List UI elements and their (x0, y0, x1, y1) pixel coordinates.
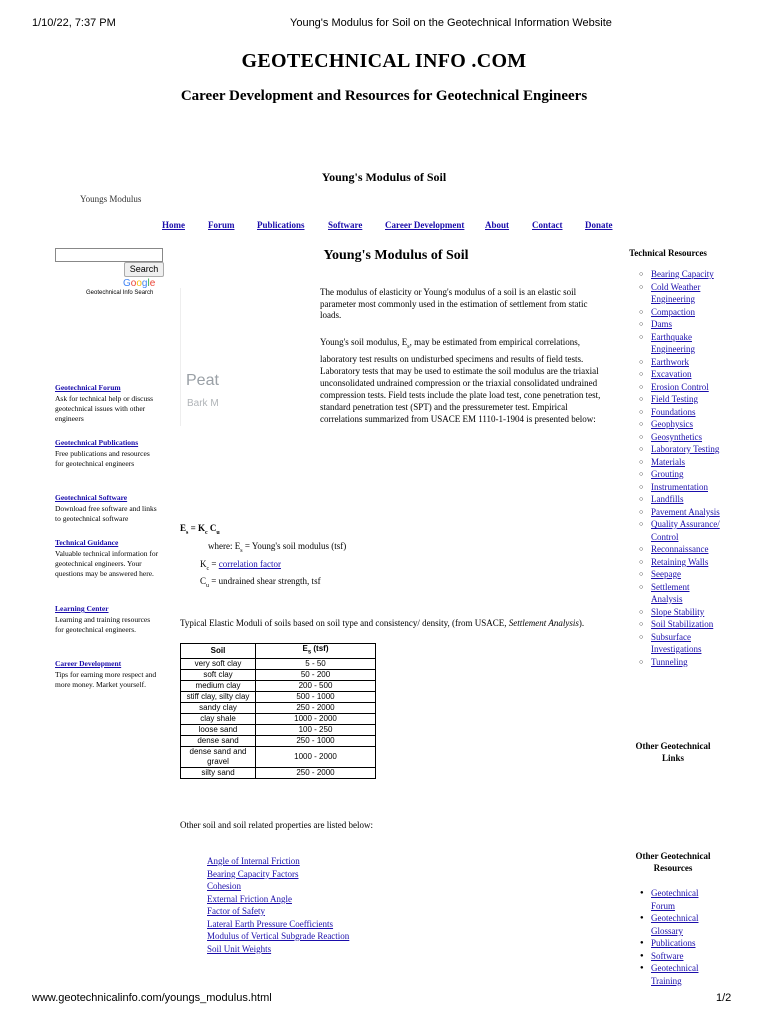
tech-resource-link[interactable]: Tunneling (651, 656, 688, 667)
sidebar-link-forum[interactable]: Geotechnical Forum (55, 383, 121, 392)
intro-paragraph: The modulus of elasticity or Young's modulus of a soil is an elastic soil parameter most commonly used in the estimation of settlement from static loads. (320, 287, 588, 320)
tech-resource-link[interactable]: Cold Weather Engineering (651, 281, 701, 304)
table-row (181, 680, 376, 691)
table-header-soil: Soil (181, 644, 256, 659)
tech-resource-item (622, 518, 722, 543)
other-resource-link[interactable]: Geotechnical Training (651, 963, 699, 986)
breadcrumb: Youngs Modulus (80, 194, 142, 204)
other-resource-item (622, 912, 722, 937)
tech-resource-item (622, 443, 722, 456)
print-page-title: Young's Modulus for Soil on the Geotechnical Information Website (290, 17, 612, 29)
sidebar-text: Valuable technical information for geotechnical engineers. Your questions may be answered here. (55, 549, 159, 578)
print-date: 1/10/22, 7:37 PM (32, 17, 116, 29)
search-caption: Geotechnical Info Search (86, 290, 154, 296)
soil-type-cell: medium clay (181, 680, 256, 691)
print-page-number: 1/2 (716, 992, 732, 1004)
other-resource-link[interactable]: Publications (651, 938, 696, 948)
tech-resource-item (622, 418, 722, 431)
tech-resource-item (622, 543, 722, 556)
soil-type-cell: clay shale (181, 713, 256, 724)
tech-resource-item (622, 318, 722, 331)
nav-home[interactable]: Home (162, 220, 185, 230)
modulus-cell: 200 - 500 (256, 680, 376, 691)
google-logo: Google (123, 278, 156, 289)
modulus-cell: 250 - 2000 (256, 767, 376, 778)
tech-resource-link[interactable]: Geophysics (651, 419, 693, 429)
table-row (181, 658, 376, 669)
tech-resource-item (622, 331, 722, 356)
table-intro: Typical Elastic Moduli of soils based on soil type and consistency/ density, (from USACE, Settlement Analysis). (180, 618, 585, 628)
formula-kc: $K_c$ = correlation factor (200, 558, 281, 572)
tech-resource-link[interactable]: Subsurface Investigations (651, 631, 702, 654)
tech-resource-link[interactable]: Landfills (651, 494, 684, 504)
other-resource-link[interactable]: Software (651, 950, 684, 961)
tech-resource-item (622, 656, 722, 669)
formula-cu: $C_u$ = undrained shear strength, tsf (200, 576, 321, 590)
tech-resource-item (622, 581, 722, 606)
link-bearing-capacity-factors[interactable]: Bearing Capacity Factors (207, 868, 299, 879)
tech-resource-link[interactable]: Seepage (651, 569, 681, 579)
other-resource-item (622, 887, 722, 912)
table-row (181, 669, 376, 680)
table-row (181, 691, 376, 702)
other-resource-link[interactable]: Geotechnical Forum (651, 888, 699, 911)
tech-resource-link[interactable]: Soil Stabilization (651, 619, 714, 629)
nav-about[interactable]: About (485, 220, 510, 230)
tech-resource-link[interactable]: Geosynthetics (651, 431, 702, 442)
ad-subtext[interactable]: Bark M (187, 398, 219, 409)
sidebar-text: Download free software and links to geotechnical software (55, 504, 157, 523)
nav-contact[interactable]: Contact (532, 220, 563, 230)
sidebar-link-career[interactable]: Career Development (55, 659, 122, 668)
table-header-row (181, 644, 376, 659)
other-links-title: Other Geotechnical Links (635, 741, 711, 763)
table-row (181, 767, 376, 778)
tech-resource-item (622, 468, 722, 481)
tech-resource-item (622, 568, 722, 581)
other-resources-title: Other Geotechnical Resources (635, 851, 711, 873)
tech-resource-link[interactable]: Materials (651, 456, 685, 467)
sidebar-block-career (55, 659, 160, 690)
tech-resource-item (622, 618, 722, 631)
tech-resource-item (622, 506, 722, 519)
tech-resource-link[interactable]: Erosion Control (651, 381, 709, 392)
soil-type-cell: sandy clay (181, 702, 256, 713)
link-external-friction-angle[interactable]: External Friction Angle (207, 893, 292, 904)
correlation-factor-link[interactable]: correlation factor (218, 558, 281, 569)
other-resource-item (622, 937, 722, 950)
section-heading: Young's Modulus of Soil (321, 170, 447, 184)
nav-donate[interactable]: Donate (585, 220, 613, 230)
tech-resource-item (622, 281, 722, 306)
tech-resource-link[interactable]: Earthquake Engineering (651, 331, 695, 354)
tech-resource-link[interactable]: Compaction (651, 306, 695, 317)
technical-resources-title: Technical Resources (629, 248, 707, 258)
tech-resource-link[interactable]: Quality Assurance/ Control (651, 519, 720, 542)
tech-resource-link[interactable]: Dams (651, 319, 672, 329)
tech-resource-item (622, 306, 722, 319)
soil-type-cell: dense sand and gravel (181, 746, 256, 767)
tech-resource-item (622, 406, 722, 419)
tech-resource-link[interactable]: Bearing Capacity (651, 269, 714, 279)
tech-resource-item (622, 431, 722, 444)
soil-type-cell: loose sand (181, 724, 256, 735)
table-row (181, 746, 376, 767)
soil-type-cell: soft clay (181, 669, 256, 680)
tech-resource-item (622, 606, 722, 619)
other-properties-text: Other soil and soil related properties are listed below: (180, 820, 373, 830)
soil-type-cell: dense sand (181, 735, 256, 746)
tech-resource-link[interactable]: Laboratory Testing (651, 444, 720, 454)
tech-resource-link[interactable]: Reconnaissance (651, 544, 709, 554)
sidebar-link-guidance[interactable]: Technical Guidance (55, 538, 119, 547)
tech-resource-item (622, 368, 722, 381)
tech-resource-link[interactable]: Grouting (651, 469, 684, 479)
link-factor-of-safety[interactable]: Factor of Safety (207, 906, 265, 916)
table-row (181, 724, 376, 735)
tech-resource-item (622, 631, 722, 656)
tech-resource-link[interactable]: Slope Stability (651, 606, 705, 617)
modulus-cell: 250 - 1000 (256, 735, 376, 746)
tech-resource-item (622, 356, 722, 369)
site-title: GEOTECHNICAL INFO .COM (241, 50, 527, 72)
soil-type-cell: silty sand (181, 767, 256, 778)
link-lateral-earth-pressure[interactable]: Lateral Earth Pressure Coefficients (207, 918, 334, 929)
tech-resource-item (622, 481, 722, 494)
other-resource-item (622, 950, 722, 963)
tech-resource-link[interactable]: Instrumentation (651, 481, 708, 492)
tech-resource-item (622, 493, 722, 506)
sidebar-link-publications[interactable]: Geotechnical Publications (55, 438, 139, 447)
tech-resource-link[interactable]: Pavement Analysis (651, 506, 720, 517)
modulus-cell: 1000 - 2000 (256, 746, 376, 767)
sidebar-text: Free publications and resources for geotechnical engineers (55, 449, 150, 468)
sidebar-link-learning[interactable]: Learning Center (55, 604, 109, 613)
nav-software[interactable]: Software (328, 220, 363, 230)
sidebar-text: Learning and training resources for geotechnical engineers. (55, 615, 151, 634)
tech-resource-link[interactable]: Field Testing (651, 394, 698, 404)
tech-resource-item (622, 556, 722, 569)
sidebar-text: Ask for technical help or discuss geotechnical issues with other engineers (55, 394, 154, 423)
properties-link-list (207, 855, 349, 955)
tech-resource-item (622, 456, 722, 469)
formula-where: where: $E_s$ = Young's soil modulus (tsf) (208, 540, 347, 554)
nav-forum[interactable]: Forum (208, 220, 235, 230)
soil-type-cell: stiff clay, silty clay (181, 691, 256, 702)
sidebar-block-learning (55, 604, 160, 635)
elastic-moduli-table (180, 643, 376, 779)
table-header-es: $E_s$ (tsf) (256, 644, 376, 659)
tech-resource-item (622, 393, 722, 406)
link-angle-of-internal-friction[interactable]: Angle of Internal Friction (207, 856, 300, 866)
tech-resource-link[interactable]: Earthwork (651, 356, 689, 367)
modulus-paragraph: Young's soil modulus, $E_s$, may be estimated from empirical correlations, laboratory test results on undisturbed specimens and results of field tests. Laboratory tests that may be used to estimate the soil modulus are the triaxial unconsolidated undrained compression or the triaxial consolidated undrained compression tests. Field tests include the plate load test, cone penetration test, standard penetration test (SPT) and the pressuremeter test. Empirical correlations summarized from USACE EM 1110-1-1904 is presented below: (320, 337, 601, 424)
table-row (181, 713, 376, 724)
site-subtitle: Career Development and Resources for Geotechnical Engineers (180, 88, 588, 104)
sidebar-block-publications (55, 438, 160, 469)
other-resources-list (622, 887, 722, 987)
search-button[interactable]: Search (124, 262, 164, 277)
soil-type-cell: very soft clay (181, 658, 256, 669)
nav-publications[interactable]: Publications (257, 220, 305, 230)
other-resource-link[interactable]: Geotechnical Glossary (651, 913, 699, 936)
search-input[interactable] (55, 248, 163, 262)
link-cohesion[interactable]: Cohesion (207, 881, 242, 891)
link-modulus-subgrade-reaction[interactable]: Modulus of Vertical Subgrade Reaction (207, 931, 350, 941)
tech-resource-item (622, 268, 722, 281)
table-row (181, 702, 376, 713)
print-url: www.geotechnicalinfo.com/youngs_modulus.html (32, 992, 272, 1004)
sidebar-block-software (55, 493, 160, 524)
tech-resource-link[interactable]: Excavation (651, 369, 692, 379)
sidebar-text: Tips for earning more respect and more money. Market yourself. (55, 670, 157, 689)
modulus-cell: 50 - 200 (256, 669, 376, 680)
modulus-cell: 5 - 50 (256, 658, 376, 669)
nav-career-development[interactable]: Career Development (385, 220, 465, 230)
main-title: Young's Modulus of Soil (323, 248, 469, 263)
sidebar-link-software[interactable]: Geotechnical Software (55, 493, 128, 502)
modulus-cell: 250 - 2000 (256, 702, 376, 713)
tech-resource-link[interactable]: Foundations (651, 406, 696, 417)
technical-resources-list (622, 268, 722, 668)
modulus-cell: 500 - 1000 (256, 691, 376, 702)
tech-resource-link[interactable]: Settlement Analysis (651, 581, 690, 604)
table-row (181, 735, 376, 746)
tech-resource-link[interactable]: Retaining Walls (651, 556, 709, 567)
modulus-cell: 1000 - 2000 (256, 713, 376, 724)
sidebar-block-forum (55, 383, 160, 424)
modulus-cell: 100 - 250 (256, 724, 376, 735)
sidebar-block-guidance (55, 538, 160, 579)
formula-equation: $E_s = K_c$ $C_u$ (180, 523, 220, 536)
tech-resource-item (622, 381, 722, 394)
other-resource-item (622, 962, 722, 987)
link-soil-unit-weights[interactable]: Soil Unit Weights (207, 943, 272, 954)
ad-headline[interactable]: Peat (186, 372, 219, 389)
formula-block (180, 522, 346, 593)
